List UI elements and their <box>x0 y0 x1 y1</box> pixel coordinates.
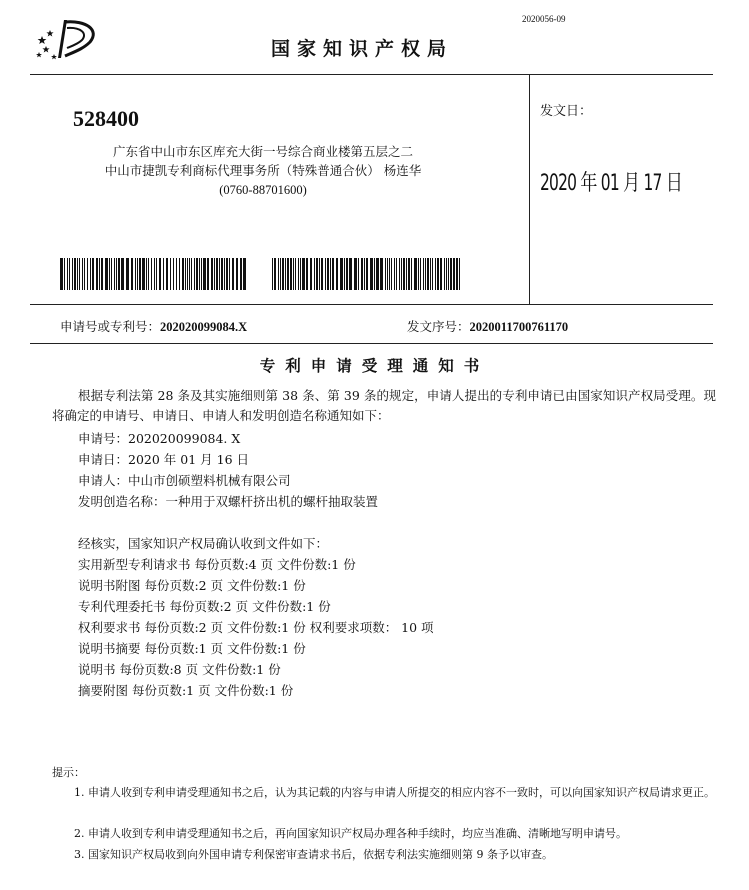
reference-divider <box>30 343 713 344</box>
serial-number-value: 2020011700761170 <box>469 320 569 334</box>
field-application-number: 申请号：202020099084. X <box>78 431 241 446</box>
barcode-right <box>272 258 462 290</box>
address-line: 广东省中山市东区库充大街一号综合商业楼第五层之二 <box>112 144 413 159</box>
field-application-date: 申请日：2020 年 01 月 16 日 <box>78 452 249 467</box>
agency-line: 中山市捷凯专利商标代理事务所（特殊普通合伙） 杨连华 <box>104 163 422 178</box>
notice-intro: 根据专利法第 28 条及其实施细则第 38 条、第 39 条的规定，申请人提出的专利申请已由国家知识产权局受理。现将确定的申请号、申请日、申请人和发明创造名称通知如下： <box>52 388 716 423</box>
field-applicant: 申请人：中山市创硕塑料机械有限公司 <box>78 473 291 488</box>
serial-number-label: 发文序号： <box>407 319 470 334</box>
file-item: 权利要求书 每份页数:2 页 文件份数:1 份 权利要求项数： 10 项 <box>78 620 434 635</box>
file-item: 说明书附图 每份页数:2 页 文件份数:1 份 <box>78 578 306 593</box>
tip-item: 3. 国家知识产权局收到向外国申请专利保密审查请求书后，依据专利法实施细则第 9 条予以审查。 <box>74 848 553 861</box>
application-number <box>60 317 247 335</box>
cnipa-logo-icon <box>34 16 102 60</box>
send-date-label: 发文日： <box>540 104 593 119</box>
file-item: 摘要附图 每份页数:1 页 文件份数:1 份 <box>78 683 294 698</box>
serial-number <box>407 317 568 335</box>
tip-item: 1. 申请人收到专利申请受理通知书之后，认为其记载的内容与申请人所提交的相应内容不一致时，可以向国家知识产权局请求更正。 <box>74 786 715 799</box>
tip-item: 2. 申请人收到专利申请受理通知书之后，再向国家知识产权局办理各种手续时，均应当准确、清晰地写明申请号。 <box>74 827 627 840</box>
phone-line: (0760-88701600) <box>219 183 307 197</box>
column-divider <box>529 74 530 304</box>
file-item: 说明书摘要 每份页数:1 页 文件份数:1 份 <box>78 641 306 656</box>
file-item: 说明书 每份页数:8 页 文件份数:1 份 <box>78 662 281 677</box>
address-block-divider <box>30 304 713 305</box>
notice-title: 专利申请受理通知书 <box>259 356 490 375</box>
barcode-left <box>60 258 246 290</box>
application-number-label: 申请号或专利号： <box>60 319 161 334</box>
document-form-code: 2020056-09 <box>522 14 566 24</box>
office-name: 国家知识产权局 <box>271 38 454 60</box>
field-invention-name: 发明创造名称：一种用于双螺杆挤出机的螺杆抽取装置 <box>78 494 379 509</box>
application-number-value: 202020099084.X <box>160 320 248 334</box>
header-divider <box>30 74 713 75</box>
send-date-value: 2020 年 01 月 17 日 <box>540 171 683 196</box>
tips-label: 提示： <box>52 766 85 779</box>
file-item: 实用新型专利请求书 每份页数:4 页 文件份数:1 份 <box>78 557 356 572</box>
files-intro: 经核实，国家知识产权局确认收到文件如下： <box>78 536 329 551</box>
file-item: 专利代理委托书 每份页数:2 页 文件份数:1 份 <box>78 599 331 614</box>
postcode: 528400 <box>73 106 139 131</box>
